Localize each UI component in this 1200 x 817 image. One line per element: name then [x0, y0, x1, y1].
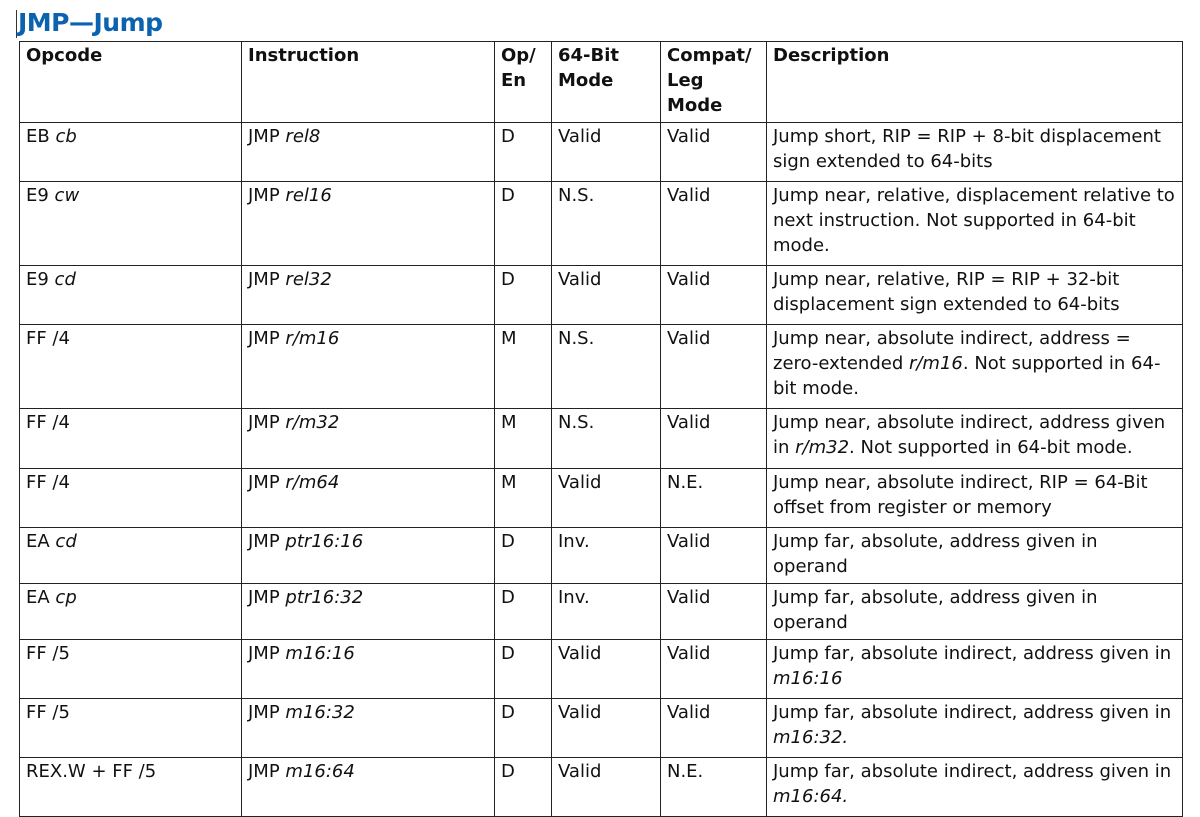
- compat-mode-cell: Valid: [661, 584, 767, 640]
- mode64-cell: Valid: [552, 266, 661, 325]
- description-cell: Jump near, relative, RIP = RIP + 32-bit displacement sign extended to 64-bits: [767, 266, 1183, 325]
- page-title: JMP—Jump: [18, 8, 163, 37]
- op-en-cell: D: [495, 640, 552, 699]
- op-en-cell: D: [495, 123, 552, 182]
- header-description: Description: [767, 42, 1183, 123]
- mode64-cell: Valid: [552, 699, 661, 758]
- header-op-en: Op/ En: [495, 42, 552, 123]
- instruction-cell: JMP ptr16:16: [242, 528, 495, 584]
- table-row: [20, 528, 1183, 584]
- instruction-cell: JMP r/m64: [242, 469, 495, 528]
- op-en-cell: M: [495, 325, 552, 409]
- op-en-cell: M: [495, 409, 552, 469]
- opcode-cell: FF /4: [20, 469, 242, 528]
- description-cell: Jump far, absolute, address given in operand: [767, 584, 1183, 640]
- description-cell: Jump near, absolute indirect, RIP = 64-Bit offset from register or memory: [767, 469, 1183, 528]
- compat-mode-cell: Valid: [661, 123, 767, 182]
- mode64-cell: N.S.: [552, 182, 661, 266]
- table-row: [20, 584, 1183, 640]
- table-row: [20, 758, 1183, 817]
- instruction-cell: JMP r/m32: [242, 409, 495, 469]
- description-cell: Jump near, relative, displacement relative to next instruction. Not supported in 64-bit mode.: [767, 182, 1183, 266]
- instruction-cell: JMP r/m16: [242, 325, 495, 409]
- header-64bit-mode: 64-Bit Mode: [552, 42, 661, 123]
- instruction-cell: JMP rel32: [242, 266, 495, 325]
- instruction-cell: JMP m16:16: [242, 640, 495, 699]
- header-compat-leg-mode: Compat/ Leg Mode: [661, 42, 767, 123]
- header-row: [20, 42, 1183, 123]
- compat-mode-cell: N.E.: [661, 469, 767, 528]
- opcode-cell: E9 cd: [20, 266, 242, 325]
- compat-mode-cell: Valid: [661, 182, 767, 266]
- opcode-cell: FF /5: [20, 640, 242, 699]
- compat-mode-cell: Valid: [661, 699, 767, 758]
- op-en-cell: D: [495, 699, 552, 758]
- compat-mode-cell: Valid: [661, 325, 767, 409]
- op-en-cell: D: [495, 528, 552, 584]
- opcode-cell: E9 cw: [20, 182, 242, 266]
- opcode-cell: EA cp: [20, 584, 242, 640]
- mode64-cell: N.S.: [552, 325, 661, 409]
- op-en-cell: D: [495, 584, 552, 640]
- compat-mode-cell: N.E.: [661, 758, 767, 817]
- table-row: [20, 640, 1183, 699]
- instruction-table: [19, 41, 1183, 817]
- opcode-cell: EB cb: [20, 123, 242, 182]
- description-cell: Jump near, absolute indirect, address = zero-extended r/m16. Not supported in 64-bit mode.: [767, 325, 1183, 409]
- compat-mode-cell: Valid: [661, 640, 767, 699]
- compat-mode-cell: Valid: [661, 409, 767, 469]
- instruction-cell: JMP rel16: [242, 182, 495, 266]
- opcode-cell: FF /4: [20, 325, 242, 409]
- description-cell: Jump far, absolute indirect, address given in m16:64.: [767, 758, 1183, 817]
- table-row: [20, 409, 1183, 469]
- table-row: [20, 123, 1183, 182]
- instruction-cell: JMP m16:32: [242, 699, 495, 758]
- table-row: [20, 699, 1183, 758]
- op-en-cell: M: [495, 469, 552, 528]
- compat-mode-cell: Valid: [661, 266, 767, 325]
- description-cell: Jump short, RIP = RIP + 8-bit displacement sign extended to 64-bits: [767, 123, 1183, 182]
- op-en-cell: D: [495, 182, 552, 266]
- instruction-cell: JMP ptr16:32: [242, 584, 495, 640]
- header-opcode: Opcode: [20, 42, 242, 123]
- compat-mode-cell: Valid: [661, 528, 767, 584]
- mode64-cell: Valid: [552, 123, 661, 182]
- mode64-cell: N.S.: [552, 409, 661, 469]
- table-row: [20, 469, 1183, 528]
- table-row: [20, 182, 1183, 266]
- description-cell: Jump far, absolute indirect, address given in m16:32.: [767, 699, 1183, 758]
- instruction-cell: JMP m16:64: [242, 758, 495, 817]
- header-instruction: Instruction: [242, 42, 495, 123]
- op-en-cell: D: [495, 266, 552, 325]
- opcode-cell: REX.W + FF /5: [20, 758, 242, 817]
- description-cell: Jump far, absolute, address given in operand: [767, 528, 1183, 584]
- op-en-cell: D: [495, 758, 552, 817]
- mode64-cell: Valid: [552, 469, 661, 528]
- opcode-cell: EA cd: [20, 528, 242, 584]
- mode64-cell: Valid: [552, 758, 661, 817]
- table-row: [20, 325, 1183, 409]
- opcode-cell: FF /5: [20, 699, 242, 758]
- opcode-cell: FF /4: [20, 409, 242, 469]
- instruction-cell: JMP rel8: [242, 123, 495, 182]
- table-row: [20, 266, 1183, 325]
- mode64-cell: Valid: [552, 640, 661, 699]
- mode64-cell: Inv.: [552, 584, 661, 640]
- text-cursor: [16, 10, 17, 38]
- description-cell: Jump near, absolute indirect, address given in r/m32. Not supported in 64-bit mode.: [767, 409, 1183, 469]
- description-cell: Jump far, absolute indirect, address given in m16:16: [767, 640, 1183, 699]
- mode64-cell: Inv.: [552, 528, 661, 584]
